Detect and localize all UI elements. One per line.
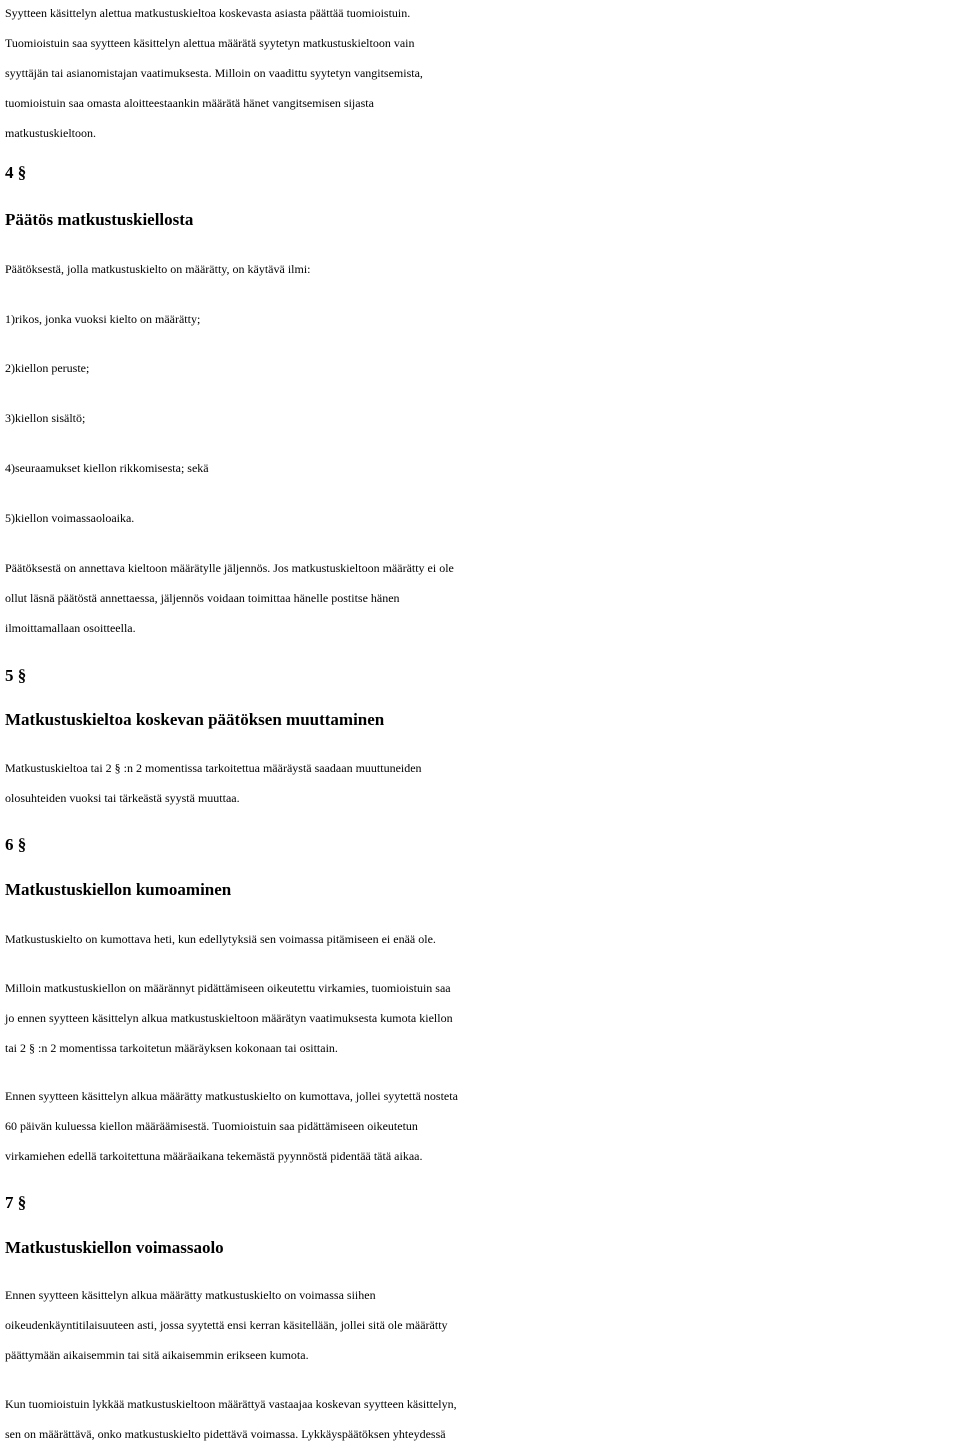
text-line: virkamiehen edellä tarkoitettuna määräaikana tekemästä pyynnöstä pidentää tätä aikaa. [5,1149,423,1163]
text-line: 60 päivän kuluessa kiellon määräämisestä. Tuomioistuin saa pidättämiseen oikeutetun [5,1119,418,1133]
text-line: syyttäjän tai asianomistajan vaatimuksesta. Milloin on vaadittu syytetyn vangitsemista, [5,66,423,80]
text-line: ollut läsnä päätöstä annettaessa, jäljennös voidaan toimittaa hänelle postitse hänen [5,591,400,605]
text-line: olosuhteiden vuoksi tai tärkeästä syystä muuttaa. [5,791,240,805]
section-7-number: 7 § [5,1193,27,1212]
section-4-title: Päätös matkustuskiellosta [5,210,194,229]
text-line: sen on määrättävä, onko matkustuskielto pidettävä voimassa. Lykkäyspäätöksen yhteydessä [5,1427,446,1441]
text-line: Matkustuskielto on kumottava heti, kun edellytyksiä sen voimassa pitämiseen ei enää ole. [5,932,436,946]
text-line: ilmoittamallaan osoitteella. [5,621,136,635]
text-line: Päätöksestä on annettava kieltoon määrätylle jäljennös. Jos matkustuskieltoon määrätty ei ole [5,561,454,575]
section-5-number: 5 § [5,666,27,685]
section-5-paragraph [5,753,960,813]
section-6-paragraph-1 [5,924,960,954]
text-line: oikeudenkäyntitilaisuuteen asti, jossa syytettä ensi kerran käsitellään, jollei sitä ole määrätty [5,1318,448,1332]
section-6-title: Matkustuskiellon kumoaminen [5,880,232,899]
text-line: Ennen syytteen käsittelyn alkua määrätty matkustuskielto on voimassa siihen [5,1288,376,1302]
section-7-paragraph-1 [5,1280,960,1370]
section-4-paragraph [5,553,960,643]
list-item: 1)rikos, jonka vuoksi kielto on määrätty; [5,312,201,326]
text-line: Syytteen käsittelyn alettua matkustuskieltoa koskevasta asiasta päättää tuomioistuin. [5,6,411,20]
list-item: 4)seuraamukset kiellon rikkomisesta; sekä [5,461,209,475]
section-4-lead: Päätöksestä, jolla matkustuskielto on määrätty, on käytävä ilmi: [5,262,311,276]
intro-paragraph [5,0,960,148]
text-line: tai 2 § :n 2 momentissa tarkoitetun määräyksen kokonaan tai osittain. [5,1041,338,1055]
section-7-title: Matkustuskiellon voimassaolo [5,1238,224,1257]
section-6-paragraph-3 [5,1081,960,1171]
section-6-paragraph-2 [5,973,960,1063]
section-6-number: 6 § [5,835,27,854]
text-line: Ennen syytteen käsittelyn alkua määrätty matkustuskielto on kumottava, jollei syytettä nosteta [5,1089,458,1103]
text-line: Tuomioistuin saa syytteen käsittelyn alettua määrätä syytetyn matkustuskieltoon vain [5,36,415,50]
section-7-paragraph-2 [5,1389,960,1449]
text-line: Kun tuomioistuin lykkää matkustuskieltoon määrättyä vastaajaa koskevan syytteen käsittelyn, [5,1397,457,1411]
text-line: matkustuskieltoon. [5,126,96,140]
section-5-title: Matkustuskieltoa koskevan päätöksen muuttaminen [5,710,385,729]
text-line: Milloin matkustuskiellon on määrännyt pidättämiseen oikeutettu virkamies, tuomioistuin saa [5,981,451,995]
section-4-number: 4 § [5,163,27,182]
text-line: tuomioistuin saa omasta aloitteestaankin määrätä hänet vangitsemisen sijasta [5,96,374,110]
text-line: päättymään aikaisemmin tai sitä aikaisemmin erikseen kumota. [5,1348,309,1362]
text-line: Matkustuskieltoa tai 2 § :n 2 momentissa tarkoitettua määräystä saadaan muuttuneiden [5,761,422,775]
list-item: 2)kiellon peruste; [5,361,90,375]
list-item: 5)kiellon voimassaoloaika. [5,511,135,525]
text-line: jo ennen syytteen käsittelyn alkua matkustuskieltoon määrätyn vaatimuksesta kumota kiellon [5,1011,453,1025]
list-item: 3)kiellon sisältö; [5,411,86,425]
